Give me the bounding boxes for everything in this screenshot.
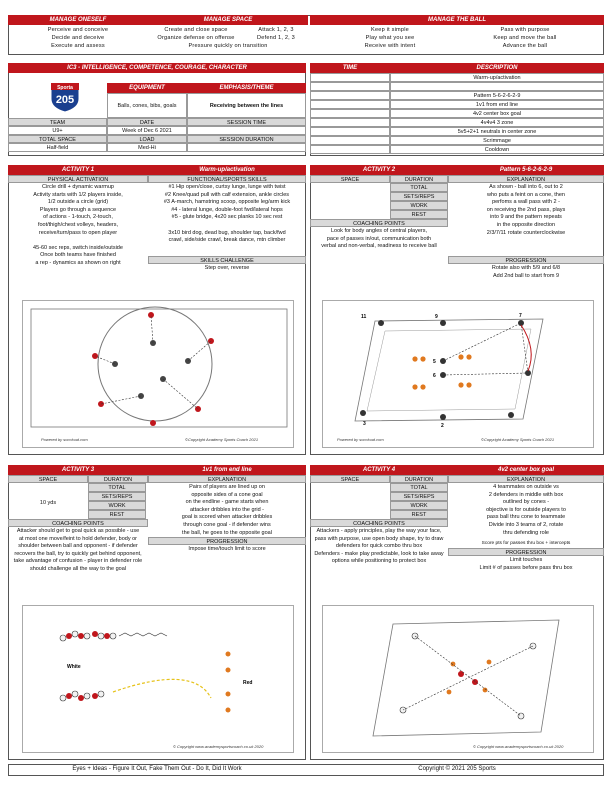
players-inside — [112, 340, 191, 399]
a3-expl-line-5: through cone goal - if defender wins — [183, 522, 271, 528]
a4-coach-line-4: options while positioning to protect box — [331, 558, 427, 565]
skills-challenge-value: Step over, reverse — [204, 265, 250, 271]
a3-coach-line-5: should challenge all the way to the goal — [29, 566, 126, 572]
equipment-label: EQUIPMENT — [107, 83, 187, 93]
a3-prog-line-0: Impose time/touch limit to score — [188, 546, 266, 552]
a4-coaching-label: COACHING POINTS — [310, 519, 448, 527]
a3-progression-label: PROGRESSION — [148, 537, 306, 545]
players — [360, 320, 531, 420]
a3-coach-line-4: take advantage of confusion - player in defender role — [13, 558, 143, 565]
a2-duration-label: DURATION — [390, 175, 448, 183]
team-label: TEAM — [8, 118, 107, 126]
a4-prog-line-1: Limit # of passes before pass thru box — [479, 564, 573, 571]
activity-1-name: Warm-up/activation — [148, 165, 306, 175]
a4-row-work: WORK — [390, 501, 448, 510]
a4-explanation-label: EXPLANATION — [448, 475, 604, 483]
a2-row-rest: REST — [390, 210, 448, 219]
phys-line-3: Players go through a sequence — [39, 206, 117, 213]
a4-row-sets-reps: SETS/REPS — [390, 492, 448, 501]
activity-3-diagram — [22, 605, 294, 753]
a4-expl-line-2: outlined by cones - — [502, 499, 550, 506]
a4-duration-label: DURATION — [390, 475, 448, 483]
a4-expl-line-6: thru defending role — [503, 529, 549, 536]
logo-number: 205 — [55, 94, 75, 106]
a2-expl-line-1: who puts a feint on a cone, then — [487, 191, 565, 198]
a4-coach-line-2: defenders for quick combo thru box — [335, 543, 423, 550]
ball-right-3: Advance the ball — [502, 43, 548, 49]
a4-expl-line-4: pass ball thru cone to teammate — [486, 514, 566, 521]
schedule-time-5 — [310, 118, 390, 127]
activity-3-name: 1v1 from end line — [148, 465, 306, 475]
phys-line-1: Activity starts with 1/2 players inside, — [33, 191, 123, 198]
num-2: 2 — [441, 423, 444, 429]
phys-line-8: 45-60 sec reps, switch inside/outside — [33, 244, 123, 251]
footer-right: Copyright © 2021 205 Sports — [418, 766, 496, 772]
a4-coach-line-0: Attackers - apply principles, play the way your face, — [316, 528, 442, 534]
space-left-1: Create and close space — [164, 27, 228, 33]
a4-prog-line-0: Limit touches — [509, 557, 543, 563]
func-line-7: crawl, side/side crawl, break dance, mtn climber — [168, 237, 286, 244]
num-6: 6 — [433, 373, 436, 379]
session-time-label: SESSION TIME — [187, 118, 306, 126]
oneself-line-2: Decide and deceive — [51, 35, 105, 41]
a1-credit-right: ©Copyright Academy Sports Coach 2021 — [185, 437, 259, 442]
oneself-line-3: Execute and assess — [51, 43, 105, 49]
red-label: Red — [243, 680, 253, 686]
phys-line-10: a rep - dynamics as shown on right — [35, 260, 121, 266]
func-line-0: #1 Hip open/close, curtsy lunge, lunge with twist — [168, 184, 286, 190]
activity-4-title: ACTIVITY 4 — [310, 465, 448, 475]
a2-prog-line-0: Rotate also with 5/9 and 6/8 — [491, 265, 561, 271]
activity-3-title: ACTIVITY 3 — [8, 465, 148, 475]
load-value: Med-Hi — [107, 143, 187, 152]
a3-coach-line-0: Attacker should get to goal quick as possible - use — [16, 528, 140, 534]
schedule-time-0 — [310, 73, 390, 82]
a2-coach-line-2: verbal and non-verbal, readiness to receive ball — [321, 243, 437, 250]
a4-row-rest: REST — [390, 510, 448, 519]
schedule-time-8 — [310, 145, 390, 154]
a3-coach-line-2: shoulder between ball and opponent - if defender — [18, 543, 138, 550]
a2-coaching-label: COACHING POINTS — [310, 219, 448, 227]
ball-right-2: Keep and move the ball — [493, 35, 557, 41]
oneself-line-1: Perceive and conceive — [47, 27, 109, 33]
session-duration-label: SESSION DURATION — [187, 135, 306, 143]
a3-row-rest: REST — [88, 510, 146, 519]
space-right-1: Attack 1, 2, 3 — [258, 27, 294, 33]
manage-space-header: MANAGE SPACE — [148, 15, 308, 25]
schedule-desc-0: Warm-up/activation — [390, 73, 604, 82]
session-time-value — [187, 126, 306, 135]
a2-expl-line-5: in the opposite direction — [496, 222, 556, 228]
total-space-value: Half-field — [8, 143, 107, 152]
defenders — [458, 671, 478, 685]
a2-expl-line-0: As shown - ball into 6, out to 2 — [489, 184, 563, 190]
schedule-desc-6: 5v5+2+1 neutrals in center zone — [390, 127, 604, 136]
total-space-label: TOTAL SPACE — [8, 135, 107, 143]
logo-top-text: Sporta — [57, 85, 73, 91]
phys-line-2: 1/2 outside a circle (grid) — [47, 199, 109, 206]
a3-row-work: WORK — [88, 501, 146, 510]
activity-2-title: ACTIVITY 2 — [310, 165, 448, 175]
schedule-time-4 — [310, 109, 390, 118]
description-header: DESCRIPTION — [390, 63, 604, 73]
a3-expl-line-3: attacker dribbles into the grid - — [190, 506, 264, 513]
num-5: 5 — [433, 359, 436, 365]
func-line-1: #2 Knee/quad pull with calf extension, ankle circles — [164, 191, 290, 198]
a3-expl-line-6: the ball, he goes to the opposite goal — [182, 529, 272, 536]
a4-expl-line-1: 2 defenders in middle with box — [488, 491, 564, 498]
schedule-time-2 — [310, 91, 390, 100]
a2-coach-line-0: Look for body angles of central players, — [330, 228, 427, 234]
phys-line-4: of actions - 1-touch, 2-touch, — [43, 214, 113, 221]
phys-line-6: receive/turn/pass to open player — [38, 229, 118, 236]
a3-coaching-label: COACHING POINTS — [8, 519, 148, 527]
phys-line-5: foot/thigh/chest volleys, headers, — [37, 222, 119, 228]
activity-2-name: Pattern 5-6-2-6-2-9 — [448, 165, 604, 175]
a2-prog-line-1: Add 2nd ball to start from 9 — [492, 272, 560, 279]
a2-credit-right: ©Copyright Academy Sports Coach 2021 — [481, 437, 555, 442]
func-line-3: #4 - lateral lunge, double-foot fwd/lateral hops — [171, 206, 283, 213]
space-bottom: Pressure quickly on transition — [188, 43, 268, 49]
phys-line-9: Once both teams have finished — [40, 252, 116, 259]
time-header: TIME — [310, 63, 390, 73]
ball-left-3: Receive with intent — [364, 43, 416, 49]
phys-line-0: Circle drill + dynamic warmup — [42, 184, 114, 190]
ball-left-2: Play what you see — [365, 35, 415, 41]
schedule-time-3 — [310, 100, 390, 109]
schedule-desc-8: Cooldown — [390, 145, 604, 154]
a4-credit: © Copyright www.academysportscoach.co.uk 2020 — [473, 744, 564, 749]
space-right-2: Defend 1, 2, 3 — [257, 35, 295, 41]
session-duration-value — [187, 143, 306, 152]
a4-coach-line-3: Defenders - make play predictable, look to take away — [314, 550, 444, 557]
a2-row-sets-reps: SETS/REPS — [390, 192, 448, 201]
logo — [48, 79, 82, 113]
schedule-desc-5: 4v4v4 3 zone — [390, 118, 604, 127]
num-11: 11 — [361, 314, 367, 320]
schedule-time-7 — [310, 136, 390, 145]
a3-coach-line-1: at most one move/feint to hold defender, body or — [18, 535, 138, 542]
activity-4-diagram — [322, 605, 594, 753]
ic3-header: IC3 - INTELLIGENCE, COMPETENCE, COURAGE, CHARACTER — [8, 63, 306, 73]
num-7: 7 — [519, 313, 522, 319]
footer-left: Eyes + Ideas - Figure It Out, Fake Them Out - Do It, Did It Work — [72, 766, 242, 772]
a3-row-sets-reps: SETS/REPS — [88, 492, 146, 501]
a3-duration-label: DURATION — [88, 475, 148, 483]
emphasis-value: Receiving between the lines — [187, 93, 306, 118]
a2-expl-line-3: on receiving the 2nd pass, plays — [486, 206, 566, 213]
a4-row-total: TOTAL — [390, 483, 448, 492]
func-line-2: #3 A-march, hamstring scoop, opposite leg/arm kick — [163, 199, 291, 206]
a4-explanation-note: Score pts for passes thru box + intercepts — [481, 541, 571, 546]
a2-expl-line-4: into 9 and the pattern repeats — [490, 214, 562, 221]
outside-players — [400, 633, 536, 719]
ball-left-1: Keep it simple — [371, 27, 409, 33]
schedule-desc-4: 4v2 center box goal — [390, 109, 604, 118]
equipment-value: Balls, cones, bibs, goals — [107, 93, 187, 118]
a3-expl-line-2: on the endline - game starts when — [185, 499, 269, 506]
func-line-6: 3x10 bird dog, dead bug, shoulder tap, back/fwd — [168, 229, 286, 236]
space-left-2: Organize defense on offense — [157, 35, 235, 41]
manage-oneself-header: MANAGE ONESELF — [8, 15, 148, 25]
a3-space-value: 10 yds — [39, 500, 57, 506]
a3-row-total: TOTAL — [88, 483, 146, 492]
date-value: Week of Dec 6 2021 — [107, 126, 187, 135]
schedule-desc-2: Pattern 5-6-2-6-2-9 — [390, 91, 604, 100]
schedule-desc-1 — [390, 82, 604, 91]
schedule-time-6 — [310, 127, 390, 136]
a1-credit-left: Powered by soccloud.com — [41, 437, 88, 442]
load-label: LOAD — [107, 135, 187, 143]
a3-credit: © Copyright www.academysportscoach.co.uk 2020 — [173, 744, 264, 749]
a4-progression-label: PROGRESSION — [448, 548, 604, 556]
a4-expl-line-0: 4 teammates on outside vs — [493, 484, 559, 490]
a2-row-work: WORK — [390, 201, 448, 210]
manage-ball-header: MANAGE THE BALL — [310, 15, 604, 25]
a2-space-label: SPACE — [310, 175, 390, 183]
a4-expl-line-3: objective is for outside players to — [486, 506, 566, 513]
a3-expl-line-4: goal is scored when attacker dribbles — [181, 514, 273, 521]
a3-expl-line-1: opposite sides of a cone goal — [191, 491, 263, 498]
physical-activation-label: PHYSICAL ACTIVATION — [8, 175, 148, 183]
a3-coach-line-3: recovers the ball, try to quickly get behind opponent, — [14, 550, 142, 557]
a2-coach-line-1: pace of passes in/out, communication both — [326, 235, 432, 242]
emphasis-label: EMPHASIS/THEME — [187, 83, 306, 93]
a2-credit-left: Powered by soccloud.com — [337, 437, 384, 442]
activity-2-diagram — [322, 300, 594, 448]
a3-expl-line-0: Pairs of players are lined up on — [189, 484, 265, 490]
a4-expl-line-5: Divide into 3 teams of 2, rotate — [488, 522, 564, 528]
schedule-desc-3: 1v1 from end line — [390, 100, 604, 109]
func-line-4: #5 - glute bridge, 4x20 sec planks 10 sec rest — [171, 214, 283, 221]
a4-coach-line-1: pass with purpose, use open body shape, try to draw — [314, 535, 444, 542]
date-label: DATE — [107, 118, 187, 126]
activity-4-name: 4v2 center box goal — [448, 465, 604, 475]
a3-explanation-label: EXPLANATION — [148, 475, 306, 483]
num-9: 9 — [435, 314, 438, 320]
ball-right-1: Pass with purpose — [500, 27, 550, 33]
a2-row-total: TOTAL — [390, 183, 448, 192]
activity-1-diagram — [22, 300, 294, 448]
skills-challenge-label: SKILLS CHALLENGE — [148, 256, 306, 264]
a3-space-label: SPACE — [8, 475, 88, 483]
schedule-desc-7: Scrimmage — [390, 136, 604, 145]
schedule-time-1 — [310, 82, 390, 91]
a2-progression-label: PROGRESSION — [448, 256, 604, 264]
team-value: U9+ — [8, 126, 107, 135]
a2-expl-line-2: perfoms a wall pass with 2 - — [492, 199, 560, 206]
a4-space-label: SPACE — [310, 475, 390, 483]
functional-skills-label: FUNCTIONAL/SPORTS SKILLS — [148, 175, 306, 183]
a2-expl-line-6: 2/3/7/11 rotate counterclockwise — [486, 229, 566, 236]
num-3: 3 — [363, 421, 366, 427]
white-label: White — [67, 664, 81, 670]
a2-explanation-label: EXPLANATION — [448, 175, 604, 183]
activity-1-title: ACTIVITY 1 — [8, 165, 148, 175]
